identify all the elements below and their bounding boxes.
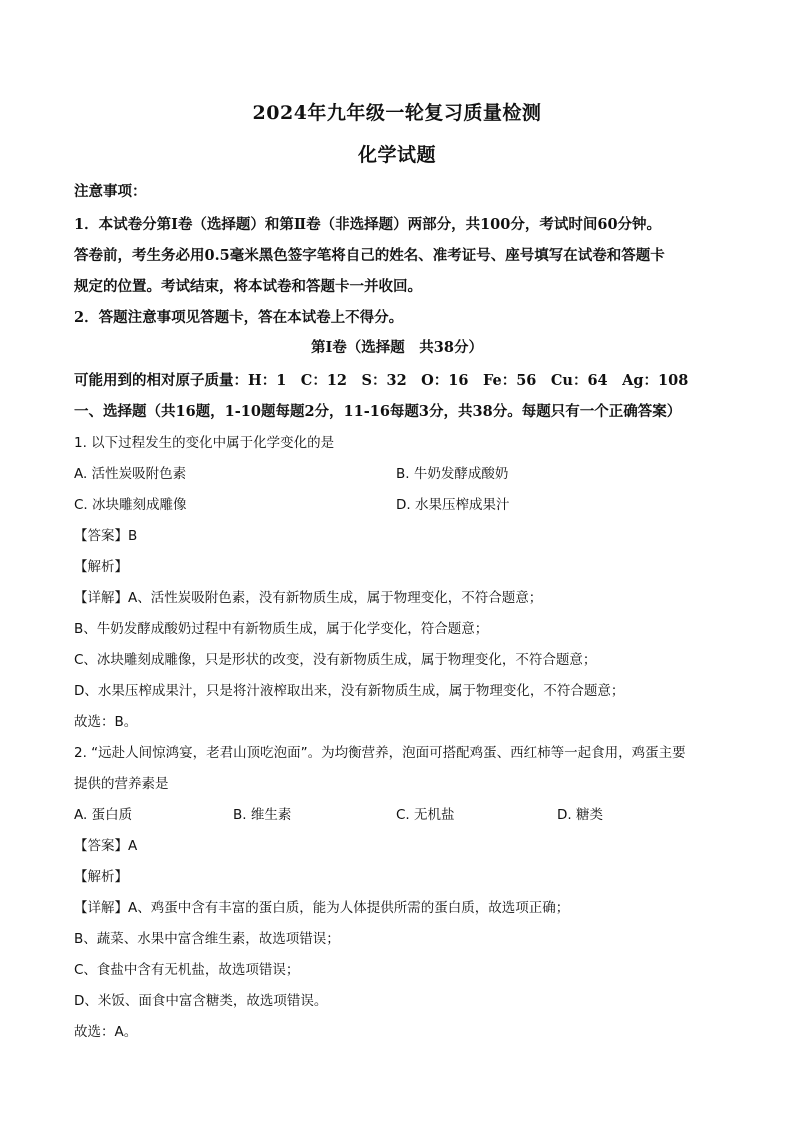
q2-option-b: B. 维生素 [233, 807, 292, 823]
q2-detail-1: 【详解】A、鸡蛋中含有丰富的蛋白质，能为人体提供所需的蛋白质，故选项正确； [74, 900, 570, 916]
notice-item-1-line-2: 答卷前，考生务必用0.5毫米黑色签字笔将自己的姓名、准考证号、座号填写在试卷和答题卡 [74, 247, 665, 264]
q2-answer: 【答案】A [74, 838, 138, 854]
q2-option-a: A. 蛋白质 [74, 807, 133, 823]
section-1-instructions: 一、选择题（共16题，1-10题每题2分，11-16每题3分，共38分。每题只有一个正确答案） [74, 403, 682, 420]
q1-option-d: D. 水果压榨成果汁 [396, 497, 510, 513]
q1-option-c: C. 冰块雕刻成雕像 [74, 497, 187, 513]
q2-option-c: C. 无机盐 [396, 807, 455, 823]
q1-detail-4: D、水果压榨成果汁，只是将汁液榨取出来，没有新物质生成，属于物理变化，不符合题意； [74, 683, 625, 699]
q1-detail-2: B、牛奶发酵成酸奶过程中有新物质生成，属于化学变化，符合题意； [74, 621, 489, 637]
q2-stem-line-1: 2. “远赴人间惊鸿宴，老君山顶吃泡面”。为均衡营养，泡面可搭配鸡蛋、西红柿等一起食用，鸡蛋主要 [74, 745, 686, 761]
q1-stem: 1. 以下过程发生的变化中属于化学变化的是 [74, 435, 335, 451]
q1-analysis-label: 【解析】 [74, 559, 128, 575]
notice-item-1-line-3: 规定的位置。考试结束，将本试卷和答题卡一并收回。 [74, 278, 422, 295]
q2-analysis-label: 【解析】 [74, 869, 128, 885]
q2-conclusion: 故选：A。 [74, 1024, 138, 1040]
notice-heading: 注意事项： [74, 183, 147, 200]
atomic-mass-line: 可能用到的相对原子质量：H：1 C：12 S：32 O：16 Fe：56 Cu：64 Ag：108 [74, 372, 689, 389]
exam-title: 2024年九年级一轮复习质量检测 [252, 102, 542, 124]
q1-detail-3: C、冰块雕刻成雕像，只是形状的改变，没有新物质生成，属于物理变化，不符合题意； [74, 652, 597, 668]
q1-option-b: B. 牛奶发酵成酸奶 [396, 466, 509, 482]
q2-detail-2: B、蔬菜、水果中富含维生素，故选项错误； [74, 931, 340, 947]
notice-item-1-line-1: 1．本试卷分第Ⅰ卷（选择题）和第Ⅱ卷（非选择题）两部分，共100分，考试时间60分钟。 [74, 216, 662, 233]
q2-detail-3: C、食盐中含有无机盐，故选项错误； [74, 962, 300, 978]
q2-stem-line-2: 提供的营养素是 [74, 776, 169, 792]
q2-detail-4: D、米饭、面食中富含糖类，故选项错误。 [74, 993, 328, 1009]
q1-detail-1: 【详解】A、活性炭吸附色素，没有新物质生成，属于物理变化，不符合题意； [74, 590, 543, 606]
q1-answer: 【答案】B [74, 528, 138, 544]
exam-subtitle: 化学试题 [357, 144, 436, 166]
notice-item-2: 2．答题注意事项见答题卡，答在本试卷上不得分。 [74, 309, 404, 326]
section-1-title: 第Ⅰ卷（选择题 共38分） [311, 339, 483, 356]
q2-option-d: D. 糖类 [557, 807, 603, 823]
q1-option-a: A. 活性炭吸附色素 [74, 466, 187, 482]
q1-conclusion: 故选：B。 [74, 714, 138, 730]
